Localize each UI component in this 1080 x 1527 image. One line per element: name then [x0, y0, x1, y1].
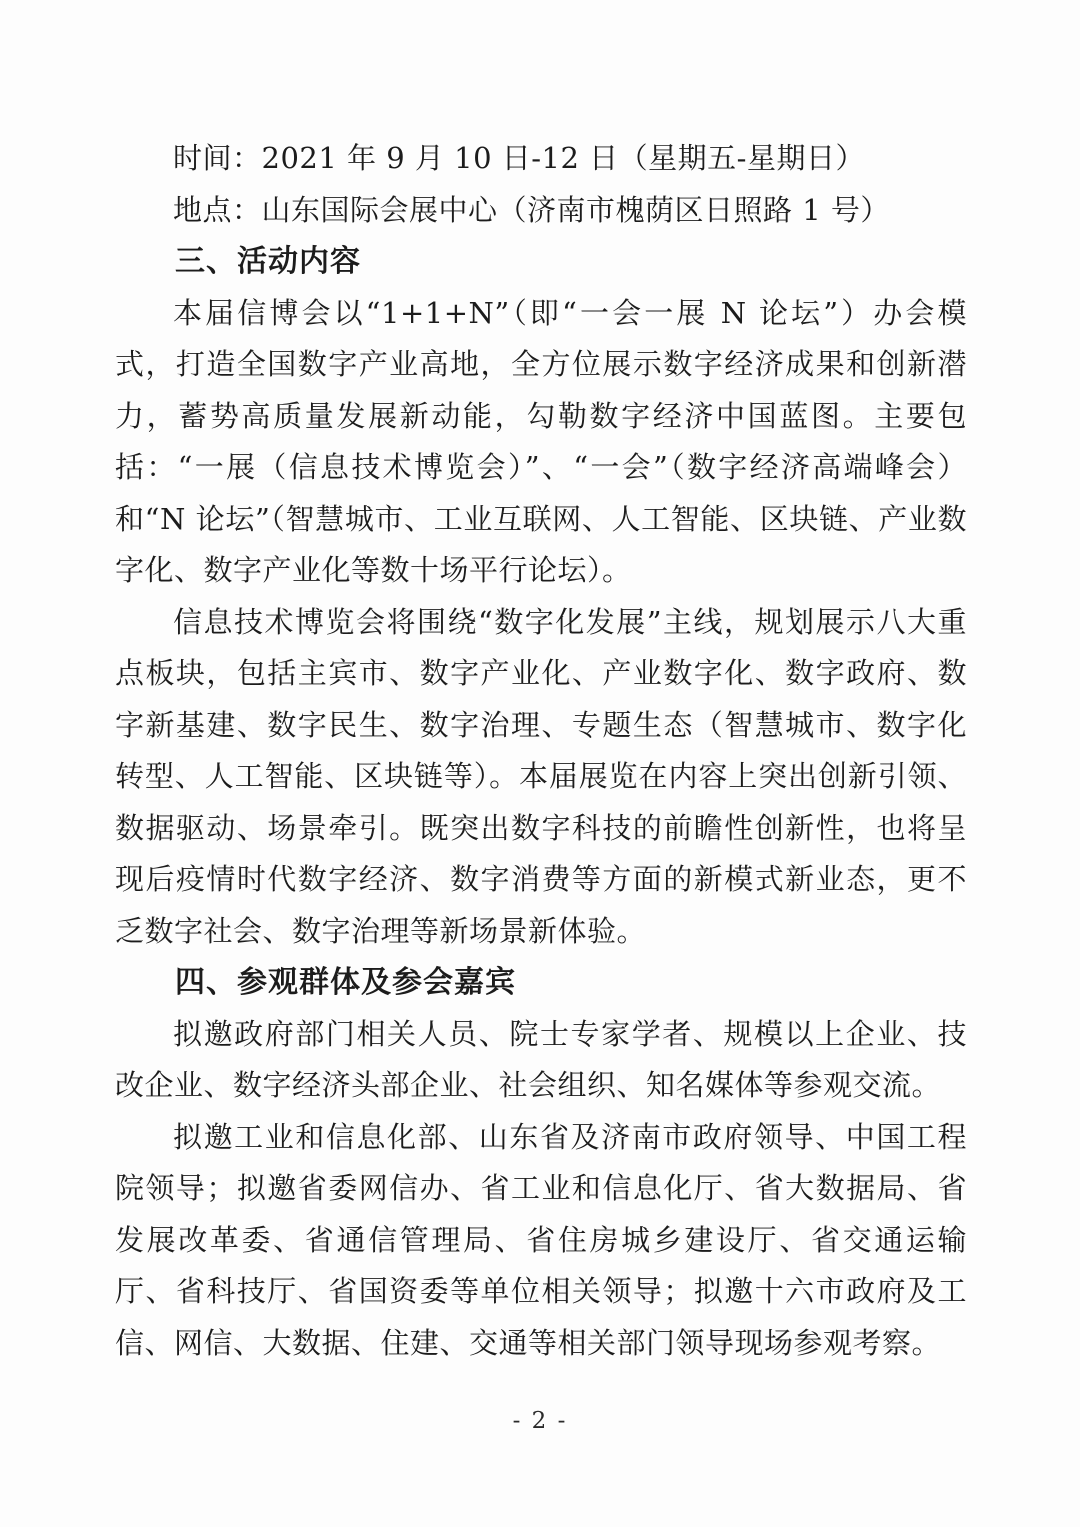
document-body [115, 133, 967, 1369]
event-time-line: 时间：2021 年 9 月 10 日-12 日（星期五-星期日） [173, 141, 865, 175]
event-place-line: 地点：山东国际会展中心（济南市槐荫区日照路 1 号） [173, 192, 890, 227]
attendees-paragraph-2: 拟邀工业和信息化部、山东省及济南市政府领导、中国工程院领导；拟邀省委网信办、省工业和信息化厅、省大数据局、省发展改革委、省通信管理局、省住房城乡建设厅、省交通运输厅、省科技厅、省国资委等单位相关领导；拟邀十六市政府及工信、网信、大数据、住建、交通等相关部门领导现场参观考察。 [115, 1119, 967, 1360]
section-heading-activities: 三、活动内容 [175, 245, 361, 278]
page-number: - 2 - [512, 1408, 568, 1434]
attendees-paragraph-1: 拟邀政府部门相关人员、院士专家学者、规模以上企业、技改企业、数字经济头部企业、社会组织、知名媒体等参观交流。 [115, 1016, 967, 1102]
activities-paragraph-1: 本届信博会以“1+1+N”（即“一会一展 N 论坛”）办会模式，打造全国数字产业高地，全方位展示数字经济成果和创新潜力，蓄势高质量发展新动能，勾勒数字经济中国蓝图。主要包括：“一展（信息技术博览会）”、“一会”（数字经济高端峰会）和“N 论坛”（智慧城市、工业互联网、人工智能、区块链、产业数字化、数字产业化等数十场平行论坛）。 [115, 295, 967, 587]
activities-paragraph-2: 信息技术博览会将围绕“数字化发展”主线，规划展示八大重点板块，包括主宾市、数字产业化、产业数字化、数字政府、数字新基建、数字民生、数字治理、专题生态（智慧城市、数字化转型、人工智能、区块链等）。本届展览在内容上突出创新引领、数据驱动、场景牵引。既突出数字科技的前瞻性创新性，也将呈现后疫情时代数字经济、数字消费等方面的新模式新业态，更不乏数字社会、数字治理等新场景新体验。 [115, 604, 967, 948]
section-heading-attendees: 四、参观群体及参会嘉宾 [175, 966, 516, 999]
